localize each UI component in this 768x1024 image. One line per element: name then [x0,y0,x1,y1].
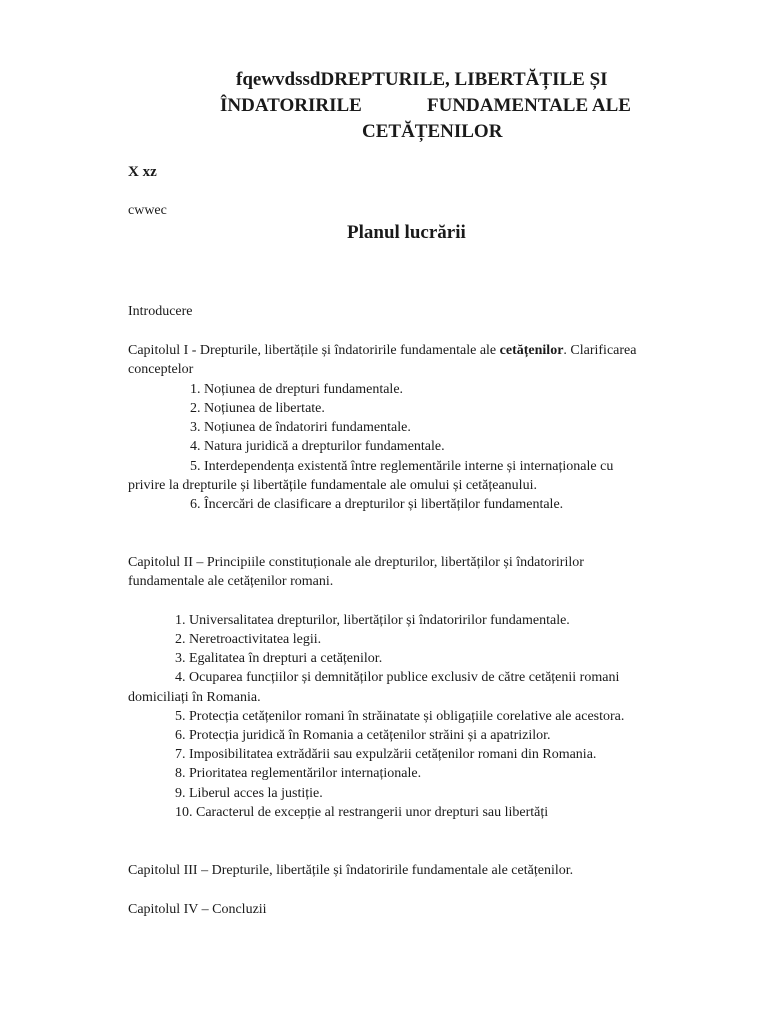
chapter2-heading-line-1: Capitolul II – Principiile constituționale ale drepturilor, libertăților și îndatoririlor [128,555,584,570]
chapter2-item: 2. Neretroactivitatea legii. [175,632,322,647]
chapter1-item: 1. Noțiunea de drepturi fundamentale. [190,382,404,397]
chapter2-item: 6. Protecția juridică în Romania a cetățenilor străini și a apatrizilor. [175,728,551,743]
chapter1-item: 2. Noțiunea de libertate. [190,401,325,416]
chapter1-item-5-line-2: privire la drepturile și libertățile fundamentale ale omului și cetățeanului. [128,478,537,493]
title-line-3: CETĂȚENILOR [362,121,503,142]
chapter1-heading-line-2: conceptelor [128,362,194,377]
chapter1-bold-word: cetățenilor [499,343,564,358]
chapter1-text-after: . Clarificarea [563,343,637,358]
chapter2-item: 8. Prioritatea reglementărilor internaționale. [175,766,422,781]
intro: Introducere [128,304,193,319]
chapter3-heading: Capitolul III – Drepturile, libertățile și îndatoririle fundamentale ale cetățenilor. [128,863,574,878]
subheading-xxz: X xz [128,164,157,180]
chapter2-heading-line-2: fundamentale ale cetățenilor romani. [128,574,334,589]
chapter1-item: 3. Noțiunea de îndatoriri fundamentale. [190,420,411,435]
title-line-2-word-2: FUNDAMENTALE ALE [427,95,631,116]
chapter2-item: 1. Universalitatea drepturilor, libertăților și îndatoririlor fundamentale. [175,613,570,628]
chapter1-heading-line-1 [128,344,636,358]
chapter2-item: 9. Liberul acces la justiție. [175,786,323,801]
chapter2-item: 3. Egalitatea în drepturi a cetățenilor. [175,651,383,666]
title-line-1: fqewvdssdDREPTURILE, LIBERTĂȚILE ȘI [236,69,608,90]
chapter2-item-4-line-2: domiciliați în Romania. [128,690,261,705]
chapter1-item-5-line-1: 5. Interdependența existentă între reglementările interne și internaționale cu [190,459,614,474]
chapter2-item: 10. Caracterul de excepție al restrangerii unor drepturi sau libertăți [175,805,549,820]
chapter2-item: 7. Imposibilitatea extrădării sau expulzării cetățenilor romani din Romania. [175,747,597,762]
note-cwwec: cwwec [128,203,167,218]
title-line-2-word-1: ÎNDATORIRILE [220,95,362,116]
chapter1-item: 4. Natura juridică a drepturilor fundamentale. [190,439,445,454]
chapter2-item: 5. Protecția cetățenilor romani în străinatate și obligațiile corelative ale acestora. [175,709,625,724]
chapter1-text: Capitolul I - Drepturile, libertățile și îndatoririle fundamentale ale [128,343,497,358]
chapter4-heading: Capitolul IV – Concluzii [128,902,267,917]
plan-title: Planul lucrării [347,222,466,243]
chapter1-item-6: 6. Încercări de clasificare a drepturilor și libertăților fundamentale. [190,497,564,512]
chapter2-item-4-line-1: 4. Ocuparea funcțiilor și demnităților publice exclusiv de către cetățenii romani [175,670,620,685]
